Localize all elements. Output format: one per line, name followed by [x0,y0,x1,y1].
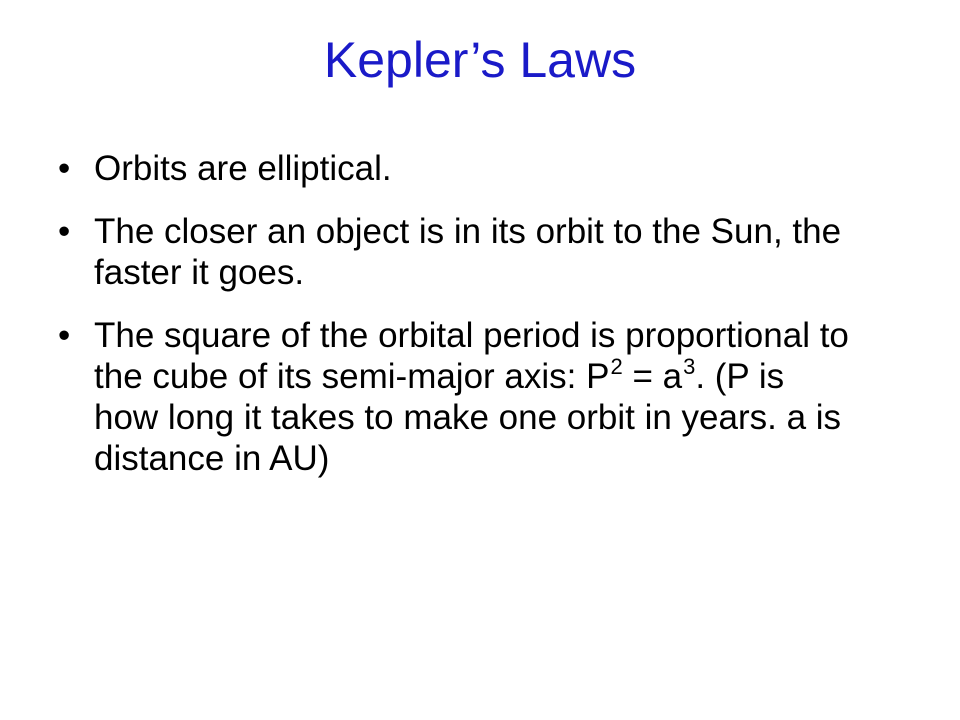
slide-title: Kepler’s Laws [323,32,637,88]
bullet-list [58,148,858,501]
bullet-text [94,316,849,478]
bullet-text-part: . (P is how long it takes to make one orbit in years. a is distance in AU) [94,357,842,478]
exponent-p: 2 [610,354,623,379]
bullet-text-part: = a [622,357,683,396]
bullet-text: Orbits are elliptical. [94,149,392,188]
bullet-text-part: The square of the orbital period is proportional to the cube of its semi-major axis: P [94,316,849,396]
bullet-marker: • [58,316,71,355]
bullet-item-speed [58,211,858,293]
bullet-marker: • [58,212,71,251]
bullet-item-period-law [58,315,858,479]
bullet-text: The closer an object is in its orbit to the Sun, the faster it goes. [94,212,842,292]
bullet-marker: • [58,149,71,188]
bullet-item-orbits [58,148,858,189]
exponent-a: 3 [683,354,696,379]
